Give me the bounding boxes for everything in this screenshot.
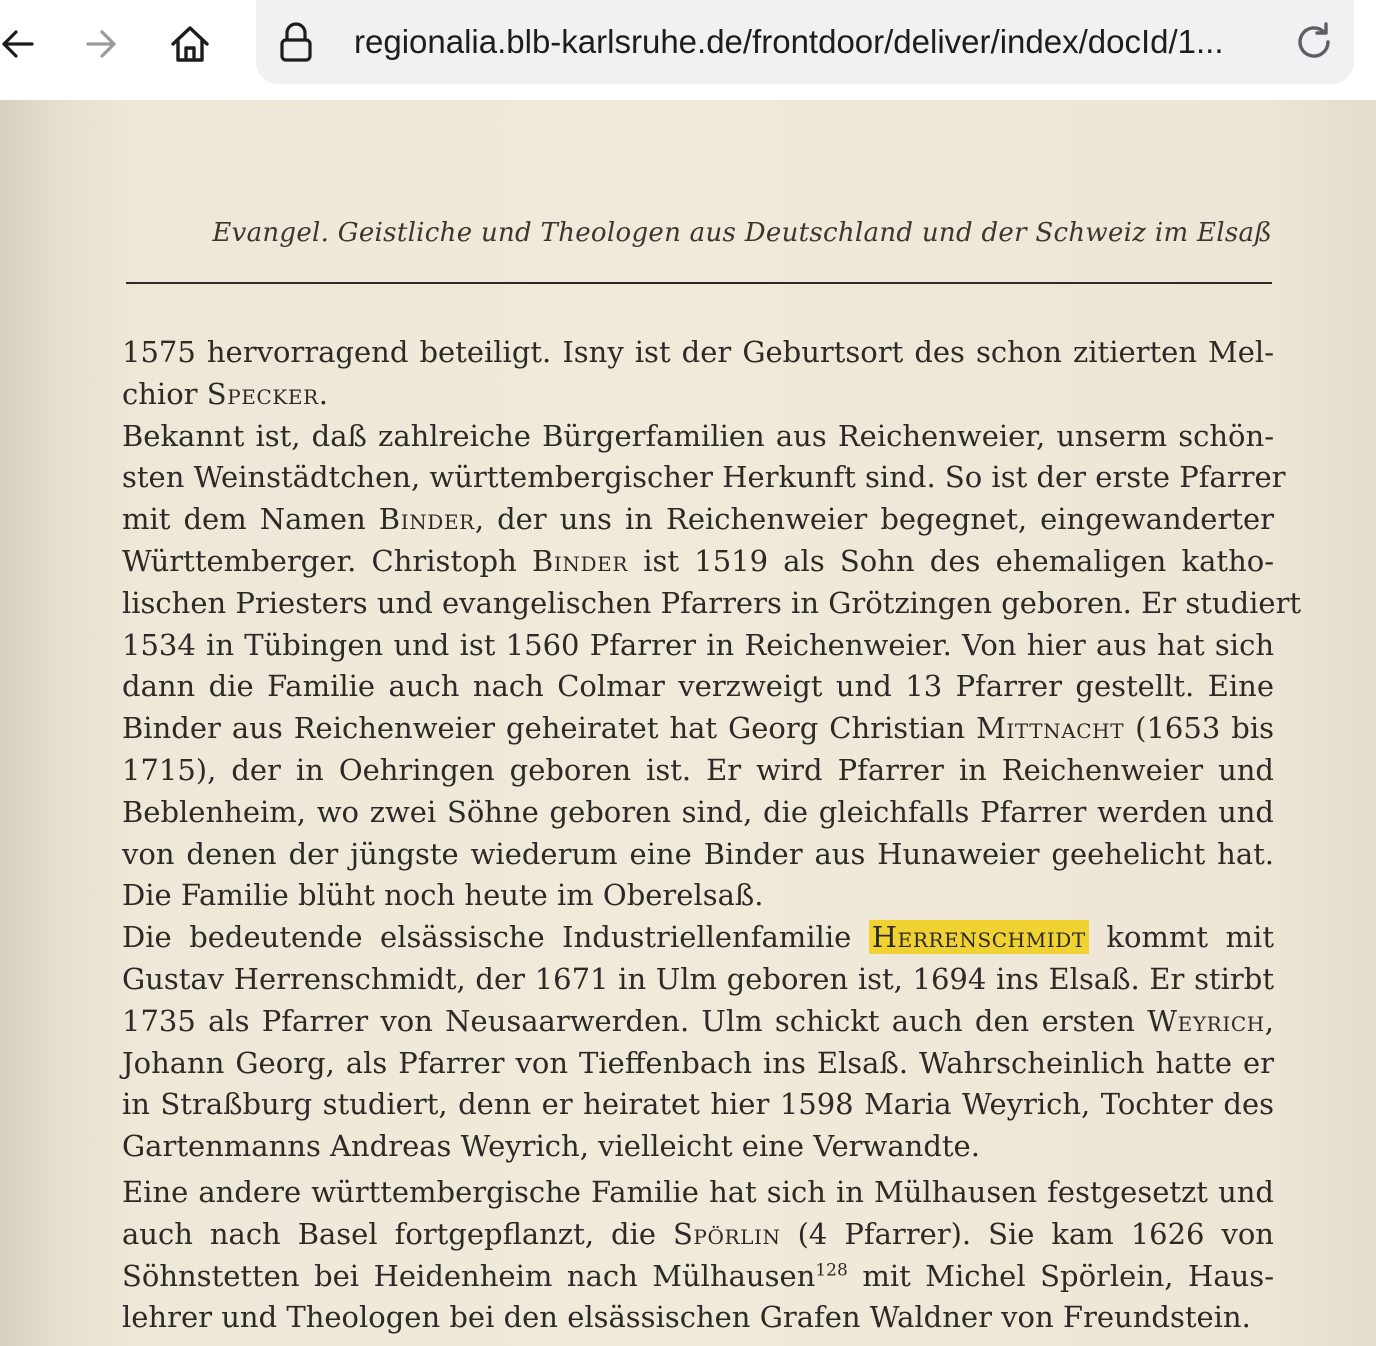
text-segment: Die bedeutende elsässische Industriellenfamilie — [122, 920, 869, 955]
text-line — [122, 1172, 1274, 1214]
text-line — [122, 875, 1274, 917]
text-segment: Eine andere württembergische Familie hat sich in Mülhausen festgesetzt und — [122, 1174, 1274, 1209]
text-segment: Württemberger. Christoph — [122, 543, 533, 578]
back-arrow-icon — [0, 22, 38, 66]
reload-icon[interactable] — [1290, 18, 1338, 66]
running-head: Evangel. Geistliche und Theologen aus Deutschland und der Schweiz im Elsaß — [212, 218, 1272, 248]
text-segment: Binder aus Reichenweier geheiratet hat Georg Christian — [122, 711, 977, 746]
text-line — [122, 625, 1274, 667]
forward-button[interactable] — [72, 14, 132, 74]
text-line — [122, 959, 1274, 1001]
text-line — [122, 541, 1274, 583]
text-segment: chior — [122, 376, 207, 411]
text-line — [122, 1256, 1274, 1298]
text-segment: 1534 in Tübingen und ist 1560 Pfarrer in Reichenweier. Von hier aus hat sich — [122, 627, 1274, 662]
home-button[interactable] — [160, 14, 220, 74]
search-highlight: Herrenschmidt — [869, 920, 1089, 954]
text-segment: , der uns in Reichenweier begegnet, eingewanderter — [474, 502, 1275, 537]
lock-icon — [276, 20, 316, 64]
text-segment: mit Michel Spörlein, Haus- — [847, 1258, 1274, 1293]
text-line — [122, 332, 1274, 374]
browser-toolbar — [0, 0, 1376, 100]
text-line — [122, 457, 1286, 499]
text-line — [122, 583, 1302, 625]
text-segment: 1735 als Pfarrer von Neusaarwerden. Ulm schickt auch den ersten — [122, 1003, 1148, 1038]
text-line — [122, 1297, 1274, 1339]
text-segment: dann die Familie auch nach Colmar verzweigt und 13 Pfarrer gestellt. Eine — [122, 669, 1274, 704]
text-segment: Beblenheim, wo zwei Söhne geboren sind, die gleichfalls Pfarrer werden und — [122, 794, 1274, 829]
text-line — [122, 750, 1274, 792]
text-segment: , — [1264, 1003, 1274, 1038]
small-caps-name: Weyrich — [1147, 1003, 1265, 1038]
scanned-book-page — [0, 100, 1376, 1346]
text-segment: (1653 bis — [1124, 711, 1275, 746]
small-caps-name: Specker — [206, 376, 319, 411]
text-segment: (4 Pfarrer). Sie kam 1626 von — [780, 1216, 1274, 1251]
text-segment: auch nach Basel fortgepflanzt, die — [122, 1216, 673, 1251]
text-segment: Gartenmanns Andreas Weyrich, vielleicht eine Verwandte. — [122, 1129, 980, 1164]
text-segment: sten Weinstädtchen, württembergischer Herkunft sind. So ist der erste Pfarrer — [122, 460, 1286, 495]
text-line — [122, 917, 1274, 959]
text-segment: ist 1519 als Sohn des ehemaligen katho- — [628, 543, 1275, 578]
text-segment: Gustav Herrenschmidt, der 1671 in Ulm geboren ist, 1694 ins Elsaß. Er stirbt — [122, 961, 1274, 996]
url-text[interactable]: regionalia.blb-karlsruhe.de/frontdoor/deliver/index/docId/1... — [354, 23, 1224, 60]
text-segment: lischen Priesters und evangelischen Pfarrers in Grötzingen geboren. Er studiert — [122, 585, 1302, 620]
text-segment: lehrer und Theologen bei den elsässischen Grafen Waldner von Freundstein. — [122, 1300, 1251, 1335]
small-caps-name: Binder — [532, 543, 629, 578]
text-segment: von denen der jüngste wiederum eine Binder aus Hunaweier geehelicht hat. — [122, 836, 1274, 871]
text-line — [122, 1214, 1274, 1256]
text-line — [122, 416, 1274, 458]
forward-arrow-icon — [80, 22, 124, 66]
small-caps-name: Binder — [378, 502, 475, 537]
text-segment: Bekannt ist, daß zahlreiche Bürgerfamilien aus Reichenweier, unserm schön- — [122, 418, 1274, 453]
text-segment: Johann Georg, als Pfarrer von Tieffenbach ins Elsaß. Wahrscheinlich hatte er — [122, 1045, 1274, 1080]
text-line — [122, 1001, 1274, 1043]
small-caps-name: Spörlin — [672, 1216, 781, 1251]
text-segment: . — [318, 376, 328, 411]
text-line — [122, 834, 1274, 876]
text-line — [122, 792, 1274, 834]
text-line — [122, 666, 1274, 708]
text-line — [122, 1043, 1274, 1085]
back-button[interactable] — [0, 14, 46, 74]
text-line — [122, 1084, 1274, 1126]
small-caps-name: Mittnacht — [976, 711, 1125, 746]
text-line — [122, 499, 1274, 541]
footnote-marker: 128 — [815, 1259, 848, 1280]
text-segment: 1715), der in Oehringen geboren ist. Er wird Pfarrer in Reichenweier und — [122, 752, 1274, 787]
text-segment: in Straßburg studiert, denn er heiratet hier 1598 Maria Weyrich, Tochter des — [122, 1087, 1274, 1122]
text-segment: Die Familie blüht noch heute im Oberelsaß. — [122, 878, 764, 913]
page-body-text — [122, 332, 1302, 1339]
text-segment: kommt mit — [1088, 920, 1274, 955]
text-line — [122, 374, 1274, 416]
address-bar[interactable] — [256, 0, 1354, 84]
header-rule — [126, 282, 1272, 284]
text-line — [122, 1126, 1274, 1168]
text-segment: mit dem Namen — [122, 502, 379, 537]
text-line — [122, 708, 1274, 750]
text-segment: 1575 hervorragend beteiligt. Isny ist der Geburtsort des schon zitierten Mel- — [122, 335, 1274, 369]
home-icon — [168, 22, 212, 66]
text-segment: Söhnstetten bei Heidenheim nach Mülhausen — [122, 1258, 816, 1293]
